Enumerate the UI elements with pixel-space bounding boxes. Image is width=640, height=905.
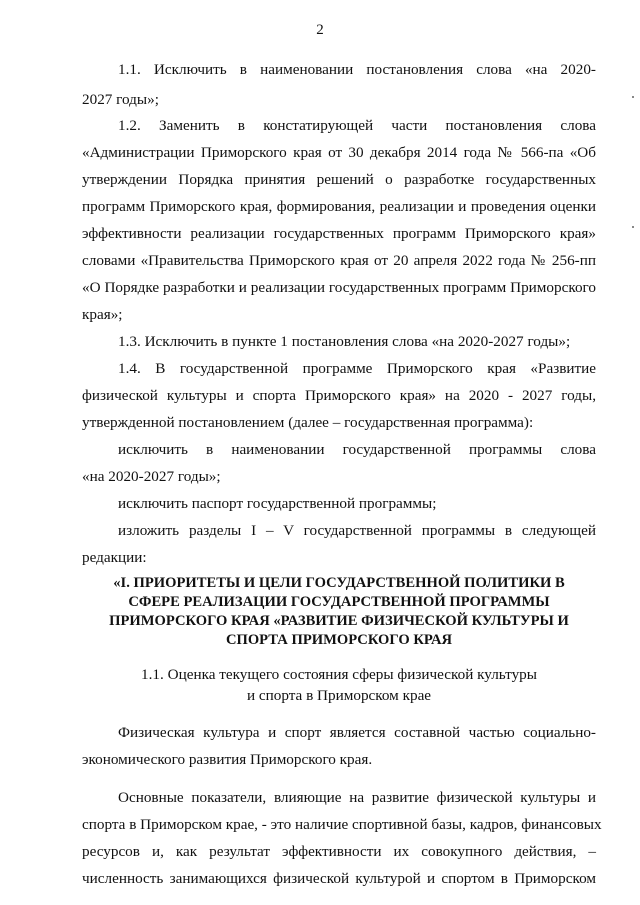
text-line: 1.1. Исключить в наименовании постановления слова «на 2020-: [118, 61, 596, 78]
section-heading-line: СФЕРЕ РЕАЛИЗАЦИИ ГОСУДАРСТВЕННОЙ ПРОГРАММЫ: [128, 594, 550, 610]
subsection-heading-line: и спорта в Приморском крае: [246, 687, 432, 704]
text-line: ресурсов и, как результат эффективности их совокупного действия, –: [82, 843, 596, 860]
text-line: физической культуры и спорта Приморского края» на 2020 - 2027 годы,: [82, 387, 596, 404]
text-line: эффективности реализации государственных программ Приморского края»: [82, 225, 596, 242]
text-line: экономического развития Приморского края.: [82, 751, 373, 768]
text-line: утвержденной постановлением (далее – государственная программа):: [82, 414, 534, 431]
margin-mark: [632, 96, 634, 98]
text-line: Основные показатели, влияющие на развитие физической культуры и: [118, 789, 596, 806]
text-line: программ Приморского края, формирования, реализации и проведения оценки: [82, 198, 596, 215]
text-line: численность занимающихся физической культурой и спортом в Приморском: [82, 870, 596, 887]
text-line: 2027 годы»;: [82, 91, 159, 108]
margin-mark: [632, 226, 634, 228]
text-line: «на 2020-2027 годы»;: [82, 468, 221, 485]
text-line: 1.2. Заменить в констатирующей части постановления слова: [118, 117, 596, 134]
text-line: изложить разделы I – V государственной программы в следующей: [118, 522, 596, 539]
text-line: исключить паспорт государственной программы;: [118, 495, 437, 512]
text-line: спорта в Приморском крае, - это наличие спортивной базы, кадров, финансовых: [82, 816, 602, 833]
text-line: «О Порядке разработки и реализации государственных программ Приморского: [82, 279, 596, 296]
text-line: «Администрации Приморского края от 30 декабря 2014 года № 566-па «Об: [82, 144, 596, 161]
text-line: Физическая культура и спорт является составной частью социально-: [118, 724, 596, 741]
section-heading-line: «I. ПРИОРИТЕТЫ И ЦЕЛИ ГОСУДАРСТВЕННОЙ ПОЛИТИКИ В: [113, 575, 565, 591]
text-line: исключить в наименовании государственной программы слова: [118, 441, 596, 458]
page-number: 2: [316, 22, 324, 38]
section-heading-line: СПОРТА ПРИМОРСКОГО КРАЯ: [225, 632, 453, 648]
text-line: редакции:: [82, 549, 147, 566]
text-line: 1.3. Исключить в пункте 1 постановления слова «на 2020-2027 годы»;: [118, 333, 571, 350]
subsection-heading-line: 1.1. Оценка текущего состояния сферы физической культуры: [141, 666, 537, 683]
text-line: края»;: [82, 306, 123, 323]
text-line: словами «Правительства Приморского края от 20 апреля 2022 года № 256-пп: [82, 252, 596, 269]
text-line: 1.4. В государственной программе Приморского края «Развитие: [118, 360, 596, 377]
section-heading-line: ПРИМОРСКОГО КРАЯ «РАЗВИТИЕ ФИЗИЧЕСКОЙ КУЛЬТУРЫ И: [109, 613, 569, 629]
text-line: утверждении Порядка принятия решений о разработке государственных: [82, 171, 596, 188]
